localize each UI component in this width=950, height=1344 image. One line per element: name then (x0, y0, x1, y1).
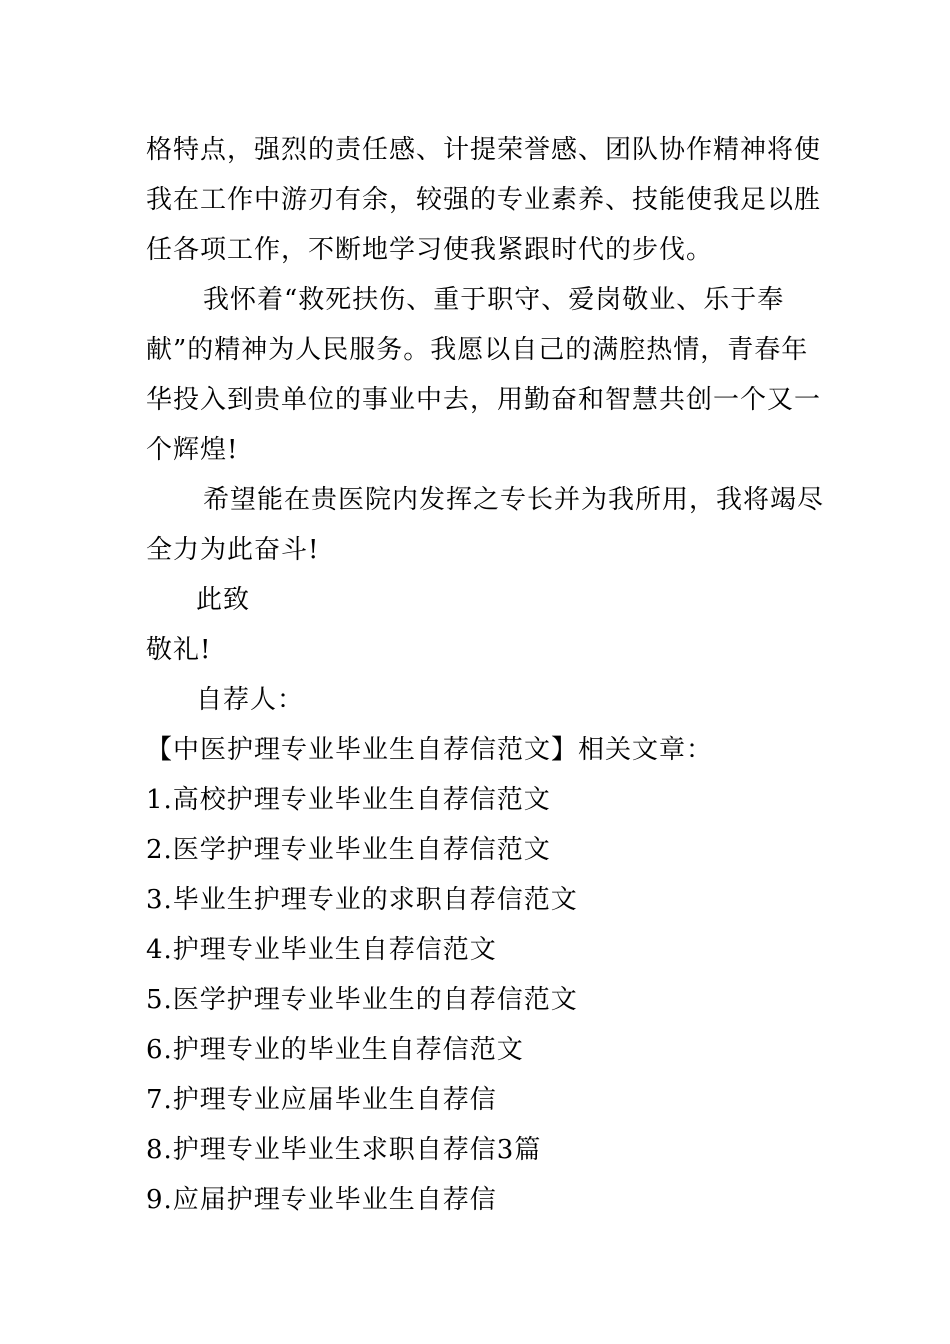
related-article-link[interactable]: 6.护理专业的毕业生自荐信范文 (146, 1035, 524, 1065)
paragraph-line: 格特点，强烈的责任感、计提荣誉感、团队协作精神将使 (146, 135, 822, 165)
related-article-link[interactable]: 3.毕业生护理专业的求职自荐信范文 (146, 885, 578, 915)
salute-line: 敬礼! (146, 635, 212, 665)
related-article-link[interactable]: 4.护理专业毕业生自荐信范文 (146, 935, 497, 965)
paragraph-line: 献”的精神为人民服务。我愿以自己的满腔热情，青春年 (146, 335, 809, 365)
paragraph-line: 华投入到贵单位的事业中去，用勤奋和智慧共创一个又一 (146, 385, 822, 415)
related-article-link[interactable]: 9.应届护理专业毕业生自荐信 (146, 1185, 497, 1215)
paragraph-line: 希望能在贵医院内发挥之专长并为我所用，我将竭尽 (203, 485, 825, 515)
related-article-link[interactable]: 7.护理专业应届毕业生自荐信 (146, 1085, 497, 1115)
paragraph-line: 任各项工作，不断地学习使我紧跟时代的步伐。 (146, 235, 714, 265)
related-article-link[interactable]: 5.医学护理专业毕业生的自荐信范文 (146, 985, 578, 1015)
related-articles-heading: 【中医护理专业毕业生自荐信范文】相关文章： (146, 735, 714, 765)
related-article-link[interactable]: 2.医学护理专业毕业生自荐信范文 (146, 835, 551, 865)
closing-line: 此致 (196, 585, 251, 615)
signature-line: 自荐人： (196, 685, 305, 715)
paragraph-line: 全力为此奋斗! (146, 535, 320, 565)
paragraph-line: 我在工作中游刃有余，较强的专业素养、技能使我足以胜 (146, 185, 822, 215)
related-article-link[interactable]: 8.护理专业毕业生求职自荐信3篇 (146, 1135, 542, 1165)
paragraph-line: 个辉煌! (146, 435, 239, 465)
paragraph-line: 我怀着“救死扶伤、重于职守、爱岗敬业、乐于奉 (203, 285, 785, 315)
related-article-link[interactable]: 1.高校护理专业毕业生自荐信范文 (146, 785, 551, 815)
